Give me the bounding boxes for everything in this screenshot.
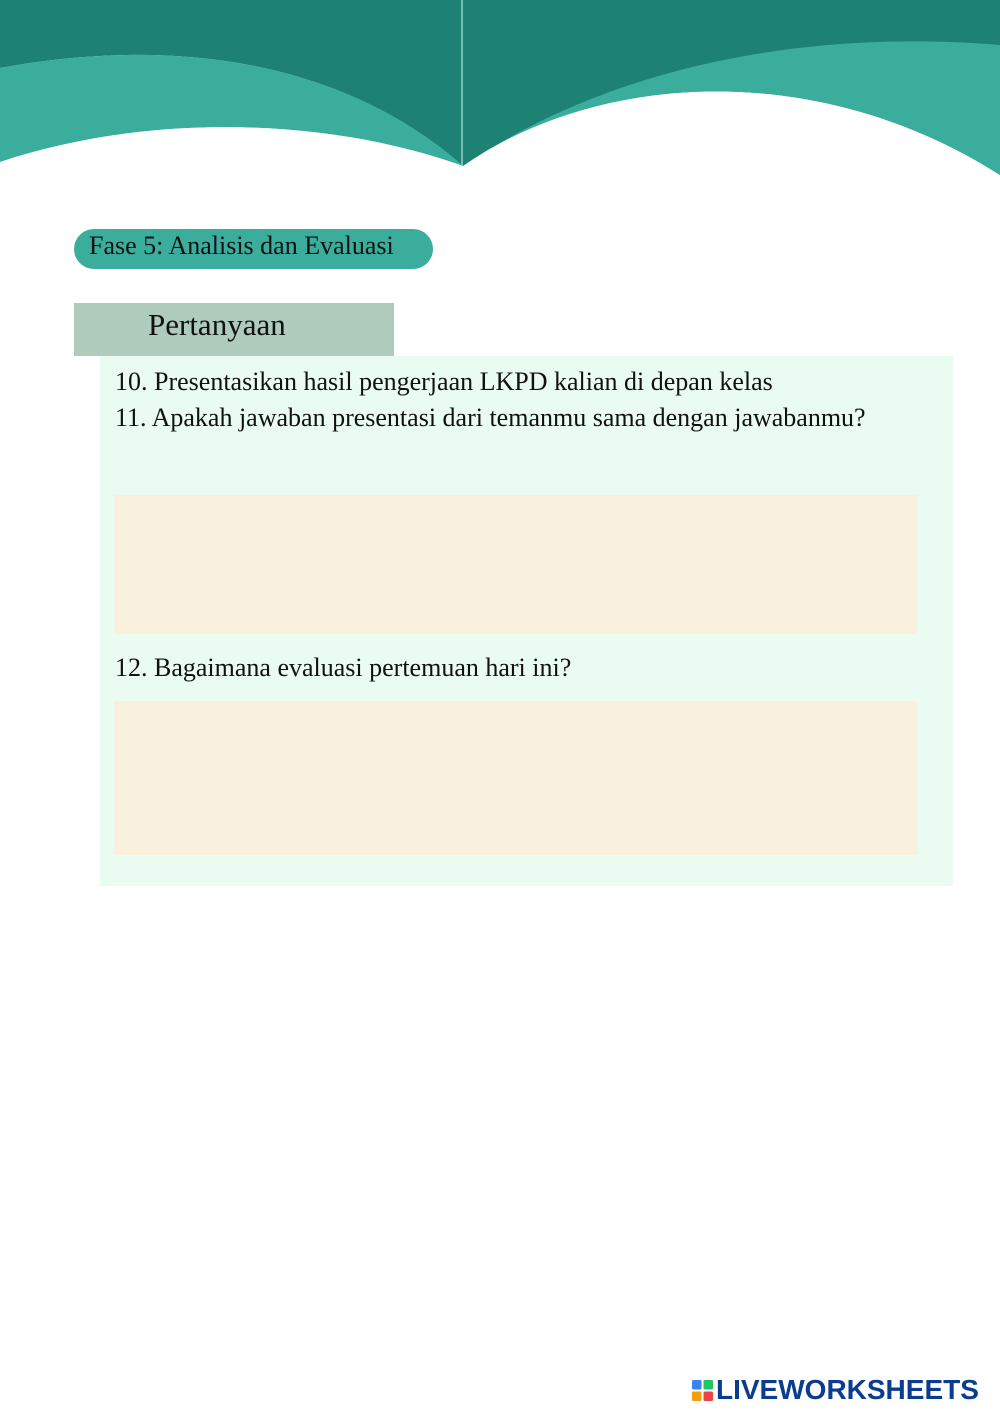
logo-text: LIVEWORKSHEETS [716, 1374, 979, 1405]
question-12: 12. Bagaimana evaluasi pertemuan hari ini? [115, 653, 572, 682]
liveworksheets-logo-icon [692, 1380, 713, 1401]
question-11: 11. Apakah jawaban presentasi dari temanmu sama dengan jawabanmu? [115, 403, 866, 432]
question-10: 10. Presentasikan hasil pengerjaan LKPD kalian di depan kelas [115, 367, 773, 396]
header-banner [0, 0, 1000, 190]
answer-box-11[interactable] [114, 495, 917, 634]
liveworksheets-logo [692, 1372, 979, 1408]
section-title: Pertanyaan [74, 303, 394, 356]
answer-box-12[interactable] [114, 701, 917, 855]
phase-label: Fase 5: Analisis dan Evaluasi [74, 229, 433, 269]
